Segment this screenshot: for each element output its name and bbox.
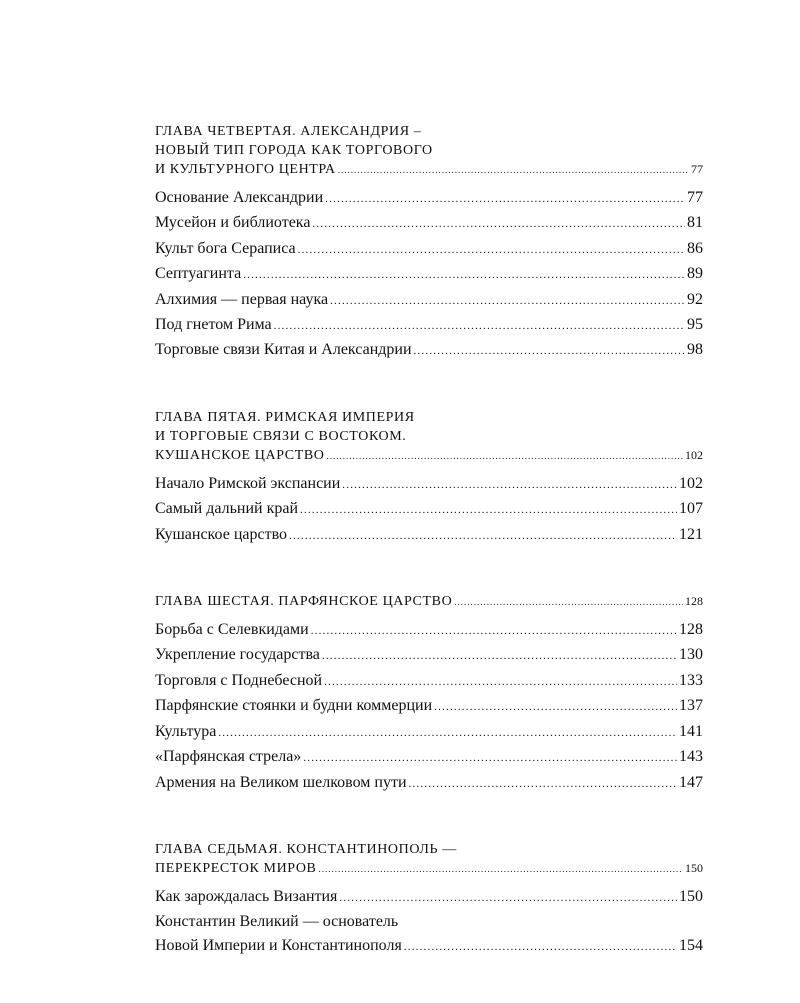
toc-entry xyxy=(155,211,703,236)
chapter-title-line-last xyxy=(155,160,703,180)
dot-leader xyxy=(404,936,677,959)
entry-page-number: 141 xyxy=(679,722,703,740)
entry-title: Кушанское царство xyxy=(155,525,288,543)
dot-leader xyxy=(339,887,677,910)
entry-page-number: 81 xyxy=(687,214,703,232)
chapter-heading xyxy=(155,408,703,466)
dot-leader xyxy=(342,474,677,497)
chapter-4 xyxy=(155,122,703,364)
chapter-title-line-last xyxy=(155,859,703,879)
entry-page-number: 147 xyxy=(679,773,703,791)
dot-leader xyxy=(274,315,685,338)
chapter-title-line: ПЕРЕКРЕСТОК МИРОВ xyxy=(155,860,317,876)
entry-page-number: 102 xyxy=(679,474,703,492)
dot-leader xyxy=(434,696,677,719)
chapter-page-number: 102 xyxy=(685,447,703,462)
chapter-5 xyxy=(155,408,703,548)
dot-leader xyxy=(303,747,677,770)
entry-page-number: 89 xyxy=(687,265,703,283)
toc-entry xyxy=(155,885,703,910)
chapter-title-line: КУШАНСКОЕ ЦАРСТВО xyxy=(155,447,325,463)
chapter-page-number: 77 xyxy=(691,162,703,176)
toc-entry xyxy=(155,910,703,959)
toc-entry xyxy=(155,497,703,522)
dot-leader xyxy=(319,860,684,879)
toc-entry xyxy=(155,237,703,262)
entry-page-number: 130 xyxy=(679,646,703,664)
chapter-title-line: И КУЛЬТУРНОГО ЦЕНТРА xyxy=(155,162,336,177)
chapter-title-line: ГЛАВА ШЕСТАЯ. ПАРФЯНСКОЕ ЦАРСТВО xyxy=(155,594,453,610)
entry-title: Под гнетом Рима xyxy=(155,316,272,334)
entry-page-number: 128 xyxy=(679,621,703,639)
dot-leader xyxy=(330,290,685,313)
dot-leader xyxy=(325,188,685,211)
dot-leader xyxy=(289,525,677,548)
dot-leader xyxy=(322,645,677,668)
entry-page-number: 86 xyxy=(687,239,703,257)
entry-title: Начало Римской экспансии xyxy=(155,474,341,492)
entry-page-number: 77 xyxy=(687,189,703,206)
entry-title: Торговля с Поднебесной xyxy=(155,671,323,689)
chapter-heading xyxy=(155,592,703,612)
toc-entry xyxy=(155,186,703,211)
toc-entry xyxy=(155,262,703,287)
entry-page-number: 98 xyxy=(687,341,703,359)
dot-leader xyxy=(300,499,677,522)
entry-page-number: 133 xyxy=(679,671,703,689)
entry-title: Укрепление государства xyxy=(155,646,320,664)
toc-entry xyxy=(155,771,703,796)
toc-entry xyxy=(155,288,703,313)
dot-leader xyxy=(324,671,677,694)
chapter-title-line-last xyxy=(155,592,703,612)
toc-entry xyxy=(155,618,703,643)
chapter-title-line-last xyxy=(155,446,703,466)
entry-page-number: 121 xyxy=(679,525,703,543)
chapter-6 xyxy=(155,592,703,796)
chapter-page-number: 128 xyxy=(685,594,703,609)
entry-page-number: 92 xyxy=(687,290,703,308)
entry-page-number: 107 xyxy=(679,500,703,518)
entry-page-number: 143 xyxy=(679,748,703,766)
table-of-contents xyxy=(155,122,703,1003)
toc-entry xyxy=(155,745,703,770)
chapter-title-line: НОВЫЙ ТИП ГОРОДА КАК ТОРГОВОГО xyxy=(155,143,433,158)
entry-title: Культ бога Сераписа xyxy=(155,239,296,257)
entry-title: Как зарождалась Византия xyxy=(155,887,338,905)
toc-entry xyxy=(155,523,703,548)
entry-title: «Парфянская стрела» xyxy=(155,748,302,766)
dot-leader xyxy=(243,264,685,287)
toc-entry xyxy=(155,694,703,719)
chapter-title-line: ГЛАВА ЧЕТВЕРТАЯ. АЛЕКСАНДРИЯ – xyxy=(155,124,422,139)
chapter-title-line: И ТОРГОВЫЕ СВЯЗИ С ВОСТОКОМ. xyxy=(155,428,407,444)
toc-entry xyxy=(155,643,703,668)
dot-leader xyxy=(414,340,685,363)
chapter-heading xyxy=(155,840,703,879)
entry-title: Септуагинта xyxy=(155,265,242,283)
dot-leader xyxy=(409,773,677,796)
toc-entry xyxy=(155,669,703,694)
dot-leader xyxy=(298,239,685,262)
chapter-7 xyxy=(155,840,703,959)
dot-leader xyxy=(218,722,677,745)
toc-entry xyxy=(155,472,703,497)
entry-title: Торговые связи Китая и Александрии xyxy=(155,341,412,359)
entry-page-number: 137 xyxy=(679,697,703,715)
entry-title: Мусейон и библиотека xyxy=(155,214,311,232)
entry-title: Армения на Великом шелковом пути xyxy=(155,773,407,791)
entry-page-number: 154 xyxy=(679,936,703,954)
chapter-title-line: ГЛАВА ПЯТАЯ. РИМСКАЯ ИМПЕРИЯ xyxy=(155,409,415,425)
toc-entry xyxy=(155,313,703,338)
dot-leader xyxy=(338,161,689,180)
chapter-title-line: ГЛАВА СЕДЬМАЯ. КОНСТАНТИНОПОЛЬ — xyxy=(155,841,457,857)
entry-title-continued: Новой Империи и Константинополя xyxy=(155,936,402,954)
toc-entry xyxy=(155,720,703,745)
entry-title: Основание Александрии xyxy=(155,189,324,206)
entry-title: Парфянские стоянки и будни коммерции xyxy=(155,697,433,715)
entry-title: Борьба с Селевкидами xyxy=(155,621,309,639)
chapter-page-number: 150 xyxy=(685,860,703,875)
entry-page-number: 150 xyxy=(679,887,703,905)
entry-title: Алхимия — первая наука xyxy=(155,290,329,308)
chapter-heading xyxy=(155,122,703,180)
toc-entry xyxy=(155,338,703,363)
entry-page-number: 95 xyxy=(687,316,703,334)
entry-title: Культура xyxy=(155,722,217,740)
dot-leader xyxy=(311,620,677,643)
dot-leader xyxy=(454,593,683,612)
dot-leader xyxy=(312,213,685,236)
entry-title: Самый дальний край xyxy=(155,500,298,518)
dot-leader xyxy=(327,447,683,466)
entry-title: Константин Великий — основатель xyxy=(155,913,399,931)
